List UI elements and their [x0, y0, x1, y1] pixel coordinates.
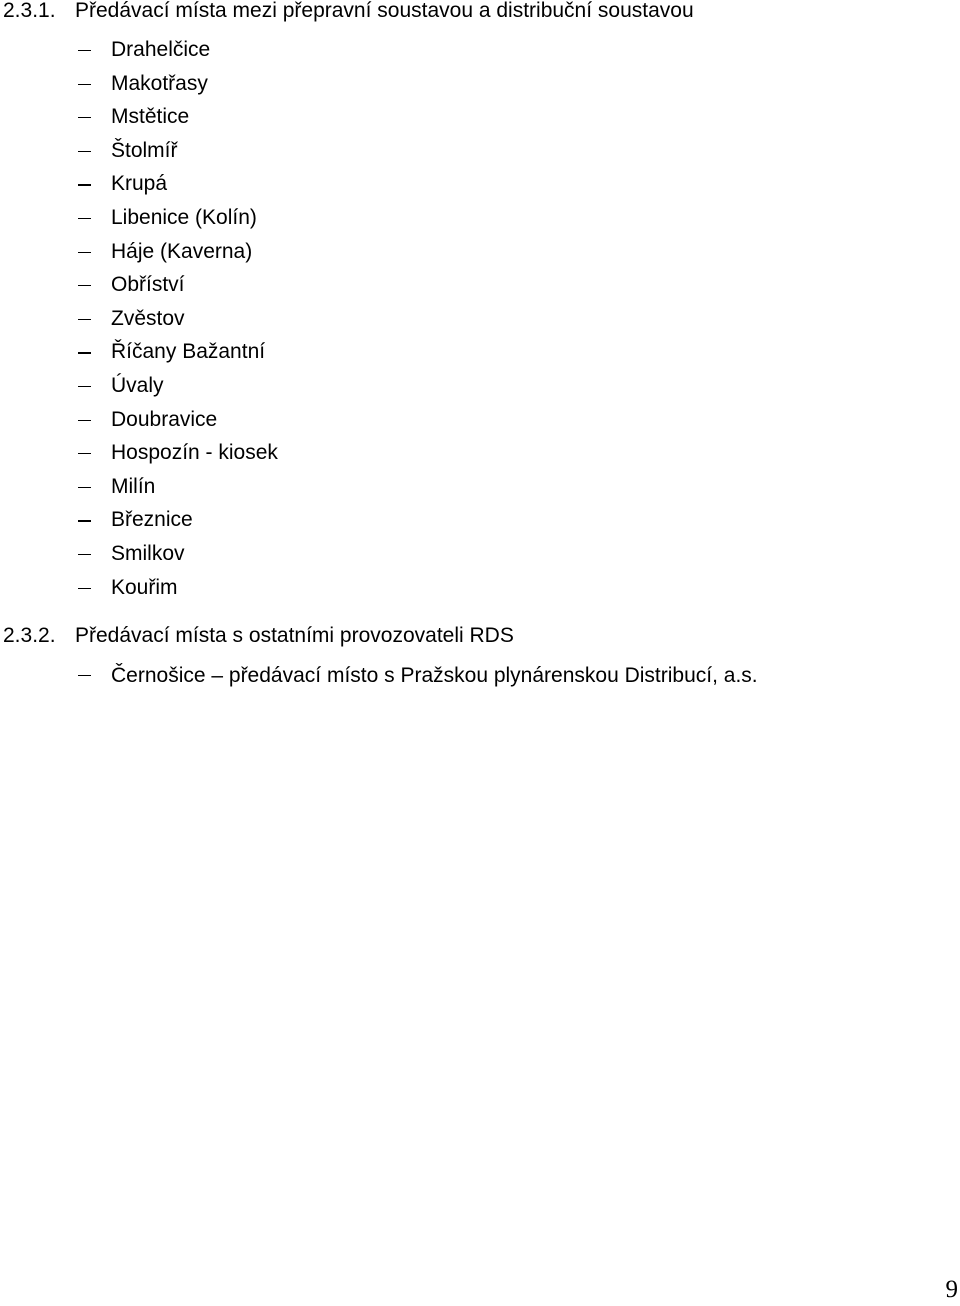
dash-bullet-icon [78, 588, 91, 589]
dash-bullet-icon [78, 252, 91, 253]
dash-bullet-icon [78, 487, 91, 488]
dash-bullet-icon [78, 285, 91, 286]
section-heading-2-3-2 [3, 624, 514, 648]
section-number: 2.3.1. [3, 0, 56, 22]
dash-bullet-icon [78, 453, 91, 454]
dash-bullet-icon [78, 386, 91, 387]
section-heading-2-3-1 [3, 0, 694, 23]
dash-bullet-icon [78, 50, 91, 51]
dash-bullet-icon [78, 84, 91, 85]
dash-bullet-icon [78, 554, 91, 555]
dash-bullet-icon [78, 117, 91, 118]
dash-bullet-icon [78, 184, 91, 185]
dash-bullet-icon [78, 319, 91, 320]
dash-bullet-icon [78, 218, 91, 219]
dash-bullet-icon [78, 420, 91, 421]
section-title: Předávací místa s ostatními provozovateli RDS [75, 624, 514, 647]
dash-bullet-icon [78, 675, 91, 676]
dash-bullet-icon [78, 151, 91, 152]
dash-bullet-icon [78, 520, 91, 521]
section-number: 2.3.2. [3, 624, 56, 647]
page-number: 9 [945, 1276, 958, 1303]
section-title: Předávací místa mezi přepravní soustavou a distribuční soustavou [75, 0, 694, 22]
dash-bullet-icon [78, 352, 91, 353]
